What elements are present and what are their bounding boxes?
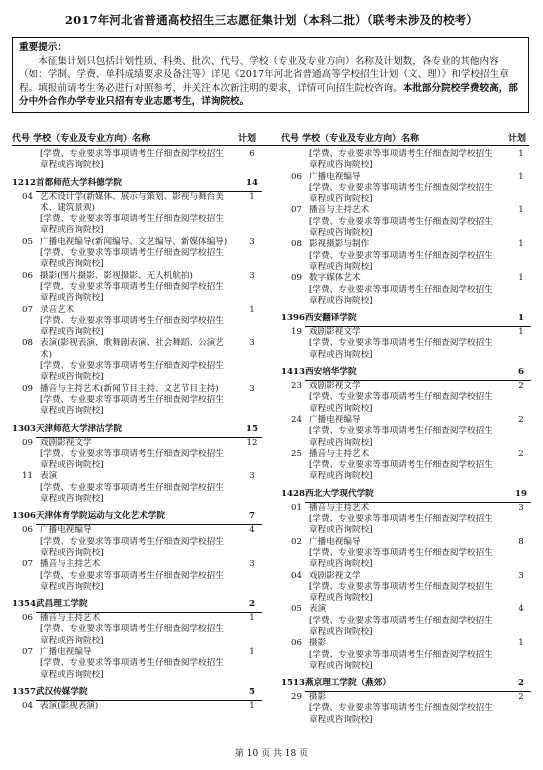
major-note: [学费、专业要求等事项请考生仔细查阅学校招生章程或咨询院校]: [309, 703, 493, 725]
major-code: 24: [291, 414, 302, 425]
major-row: [12, 384, 262, 395]
note-row: [281, 514, 531, 537]
right-count-header: 计划: [508, 134, 527, 144]
major-row: [12, 305, 262, 316]
major-count: 3: [249, 471, 255, 482]
note-row: [12, 624, 262, 647]
major-name: 广播电视编导: [309, 171, 361, 182]
note-row: [12, 449, 262, 472]
school-name: 西安培华学院: [305, 367, 357, 378]
major-note: [学费、专业要求等事项请考生仔细查阅学校招生章程或咨询院校]: [309, 250, 493, 272]
note-row: [281, 251, 531, 274]
major-note: [学费、专业要求等事项请考生仔细查阅学校招生章程或咨询院校]: [40, 361, 224, 383]
major-count: 8: [518, 536, 524, 547]
major-row: [12, 525, 262, 536]
major-count: 1: [518, 273, 524, 284]
notice-text: 本征集计划只包括计划性质、科类、批次、代号、学校（专业及专业方向）名称及计划数，各专业的其他内容（如：学制、学费、单科成绩要求及备注等）详见《2017年河北省普通高等学校招生计划（文、理）》和学校招生章程。填报前请考生务必进行对照参考，并关注本次新注明的要求，详情可向招生院校咨询。: [19, 55, 509, 94]
major-code: 02: [291, 536, 302, 547]
major-code: 04: [291, 570, 302, 581]
major-row: [281, 205, 531, 216]
major-name: 摄影: [309, 692, 327, 703]
major-row: [12, 701, 262, 712]
school-name: 天津体育学院运动与文化艺术学院: [36, 511, 165, 522]
major-count: 3: [518, 570, 524, 581]
major-note: [学费、专业要求等事项请考生仔细查阅学校招生章程或咨询院校]: [309, 649, 493, 671]
major-code: 25: [291, 448, 302, 459]
major-row: [12, 471, 262, 482]
school-code: 1303: [12, 423, 36, 434]
note-row: [12, 149, 262, 172]
major-count: 1: [518, 171, 524, 182]
major-count: 1: [518, 205, 524, 216]
school-row: [281, 488, 531, 501]
major-name: 广播电视编导(新闻编导、文艺编导、新媒体编导): [40, 236, 228, 247]
notice-head: 重要提示：: [19, 42, 67, 53]
note-row: [281, 285, 531, 308]
major-code: 29: [291, 692, 302, 703]
note-row: [281, 426, 531, 449]
school-count: 7: [249, 511, 255, 522]
school-row: [12, 598, 262, 611]
major-name: 表演: [40, 471, 58, 482]
major-code: 08: [22, 338, 33, 349]
school-count: 19: [515, 488, 527, 499]
notice-box: [12, 37, 529, 113]
major-note: [学费、专业要求等事项请考生仔细查阅学校招生章程或咨询院校]: [40, 315, 224, 338]
note-row: [12, 282, 262, 305]
note-row: [281, 460, 531, 483]
note-row: [281, 149, 531, 172]
school-row: [12, 177, 262, 190]
major-count: 1: [518, 239, 524, 250]
major-name: 戏剧影视文学: [309, 327, 361, 338]
major-count: 1: [249, 700, 255, 711]
major-row: [12, 338, 262, 361]
major-name: 表演(影视表演): [40, 700, 99, 711]
major-name: 艺术设计学(新媒体、展示与策划、影视与舞台美术、建筑景观): [40, 191, 224, 213]
major-count: 1: [518, 638, 524, 649]
major-name: 播音与主持艺术(新闻节目主持、文艺节目主持): [40, 383, 219, 394]
note-row: [12, 658, 262, 681]
major-code: 06: [22, 613, 33, 624]
major-count: 1: [249, 191, 255, 202]
major-note: [学费、专业要求等事项请考生仔细查阅学校招生章程或咨询院校]: [309, 514, 493, 536]
note-row: [12, 214, 262, 237]
major-code: 23: [291, 381, 302, 392]
note-row: [281, 582, 531, 605]
major-row: [12, 271, 262, 282]
major-note: [学费、专业要求等事项请考生仔细查阅学校招生章程或咨询院校]: [309, 615, 493, 637]
school-code: 1306: [12, 511, 36, 522]
major-note: [学费、专业要求等事项请考生仔细查阅学校招生章程或咨询院校]: [40, 658, 224, 680]
major-code: 09: [22, 437, 33, 448]
major-row: [281, 571, 531, 582]
major-count: 2: [518, 381, 524, 392]
major-row: [281, 381, 531, 392]
major-code: 08: [291, 239, 302, 250]
left-count-header: 计划: [238, 134, 257, 144]
major-row: [12, 237, 262, 248]
note-row: [281, 183, 531, 206]
major-code: 06: [291, 171, 302, 182]
major-row: [12, 613, 262, 624]
major-name: 播音与主持艺术: [40, 559, 101, 570]
major-note: [学费、专业要求等事项请考生仔细查阅学校招生章程或咨询院校]: [40, 570, 224, 592]
major-code: 07: [22, 646, 33, 657]
note-row: [281, 548, 531, 571]
major-code: 06: [22, 525, 33, 536]
school-row: [281, 366, 531, 379]
major-name: 摄影: [309, 638, 327, 649]
major-code: 04: [22, 191, 33, 202]
major-code: 05: [291, 604, 302, 615]
major-count: 3: [249, 236, 255, 247]
major-code: 04: [22, 700, 33, 711]
note-row: [281, 703, 531, 726]
note-row: [12, 537, 262, 560]
note-row: [12, 395, 262, 418]
note-row: [281, 616, 531, 639]
school-count: 15: [246, 423, 258, 434]
major-count: 3: [249, 270, 255, 281]
major-note: [学费、专业要求等事项请考生仔细查阅学校招生章程或咨询院校]: [40, 482, 224, 505]
major-count: 4: [518, 604, 524, 615]
major-note: [学费、专业要求等事项请考生仔细查阅学校招生章程或咨询院校]: [309, 547, 493, 570]
major-row: [281, 273, 531, 284]
right-column: [281, 149, 531, 726]
school-code: 1357: [12, 686, 36, 697]
major-count: 1: [518, 327, 524, 338]
major-name: 戏剧影视文学: [309, 381, 361, 392]
note-row: [281, 217, 531, 240]
major-code: 07: [291, 205, 302, 216]
major-name: 播音与主持艺术: [309, 205, 370, 216]
school-row: [12, 423, 262, 436]
major-row: [281, 692, 531, 703]
left-column-header: 代号 学校（专业及专业方向）名称: [12, 134, 151, 144]
school-name: 燕京理工学院（燕郊）: [305, 678, 391, 689]
major-name: 录音艺术: [40, 304, 75, 315]
major-name: 播音与主持艺术: [309, 502, 370, 513]
major-row: [12, 192, 262, 215]
note-row: [281, 338, 531, 361]
school-count: 6: [518, 367, 524, 378]
major-row: [281, 327, 531, 338]
major-name: 数字媒体艺术: [309, 273, 361, 284]
header-rule: [12, 145, 529, 146]
major-name: 摄影(图片摄影、影视摄影、无人机航拍): [40, 270, 193, 281]
note-row: [12, 483, 262, 506]
major-note: [学费、专业要求等事项请考生仔细查阅学校招生章程或咨询院校]: [40, 536, 224, 558]
major-name: 戏剧影视文学: [309, 570, 361, 581]
major-code: 07: [22, 559, 33, 570]
note-row: [12, 248, 262, 271]
major-note: [学费、专业要求等事项请考生仔细查阅学校招生章程或咨询院校]: [309, 284, 493, 306]
school-code: 1396: [281, 313, 305, 324]
major-count: 4: [249, 525, 255, 536]
school-name: 西安翻译学院: [305, 313, 357, 324]
school-name: 首都师范大学科德学院: [36, 177, 122, 188]
major-code: 09: [22, 383, 33, 394]
major-name: 影视摄影与制作: [309, 239, 370, 250]
major-code: 01: [291, 502, 302, 513]
major-name: 广播电视编导: [309, 536, 361, 547]
major-note: [学费、专业要求等事项请考生仔细查阅学校招生章程或咨询院校]: [309, 338, 493, 360]
major-note: [学费、专业要求等事项请考生仔细查阅学校招生章程或咨询院校]: [40, 281, 224, 304]
major-name: 广播电视编导: [40, 525, 92, 536]
major-note: [学费、专业要求等事项请考生仔细查阅学校招生章程或咨询院校]: [40, 448, 224, 471]
major-name: 播音与主持艺术: [40, 613, 101, 624]
major-count: 12: [246, 437, 258, 448]
major-row: [281, 537, 531, 548]
major-note: [学费、专业要求等事项请考生仔细查阅学校招生章程或咨询院校]: [309, 460, 493, 482]
school-count: 2: [249, 599, 255, 610]
major-row: [281, 415, 531, 426]
note-row: [12, 361, 262, 384]
school-count: 14: [246, 177, 258, 188]
note-count: 6: [249, 149, 255, 159]
major-count: 3: [249, 383, 255, 394]
major-note: [学费、专业要求等事项请考生仔细查阅学校招生章程或咨询院校]: [40, 248, 224, 270]
school-count: 2: [518, 678, 524, 689]
page-footer: 第 10 页 共 18 页: [234, 749, 309, 759]
major-count: 3: [249, 559, 255, 570]
major-note: [学费、专业要求等事项请考生仔细查阅学校招生章程或咨询院校]: [40, 214, 224, 236]
notice-body: [19, 55, 522, 109]
major-name: 戏剧影视文学: [40, 437, 92, 448]
major-name: 广播电视编导: [309, 414, 361, 425]
school-row: [12, 686, 262, 699]
note-row: [281, 650, 531, 673]
major-name: 表演(影视表演、歌舞剧表演、社会舞蹈、公演艺术): [40, 338, 224, 360]
major-note: [学费、专业要求等事项请考生仔细查阅学校招生章程或咨询院校]: [309, 426, 493, 448]
note-count: 1: [518, 149, 524, 159]
major-code: 07: [22, 304, 33, 315]
school-count: 5: [249, 686, 255, 697]
major-note: [学费、专业要求等事项请考生仔细查阅学校招生章程或咨询院校]: [309, 216, 493, 239]
major-row: [12, 647, 262, 658]
major-count: 1: [249, 613, 255, 624]
major-note: [学费、专业要求等事项请考生仔细查阅学校招生章程或咨询院校]: [309, 149, 493, 171]
major-note: [学费、专业要求等事项请考生仔细查阅学校招生章程或咨询院校]: [40, 394, 224, 417]
school-code: 1428: [281, 488, 305, 499]
major-row: [281, 638, 531, 649]
major-code: 19: [291, 327, 302, 338]
major-name: 广播电视编导: [40, 646, 92, 657]
note-row: [12, 316, 262, 339]
major-code: 09: [291, 273, 302, 284]
notice-bold-text: 本批部分院校学费较高，部分中外合作办学专业只招有专业志愿考生，详询院校。: [19, 82, 518, 108]
major-row: [281, 239, 531, 250]
school-name: 天津师范大学津沽学院: [36, 423, 122, 434]
school-name: 武汉传媒学院: [36, 686, 88, 697]
major-note: [学费、专业要求等事项请考生仔细查阅学校招生章程或咨询院校]: [40, 149, 224, 171]
major-count: 3: [518, 502, 524, 513]
major-count: 2: [518, 414, 524, 425]
school-name: 西北大学现代学院: [305, 488, 374, 499]
major-note: [学费、专业要求等事项请考生仔细查阅学校招生章程或咨询院校]: [309, 392, 493, 414]
major-row: [12, 559, 262, 570]
page-title: 2017年河北省普通高校招生三志愿征集计划（本科二批）（联考未涉及的校考）: [64, 13, 479, 27]
major-row: [281, 449, 531, 460]
major-code: 11: [22, 471, 33, 482]
major-note: [学费、专业要求等事项请考生仔细查阅学校招生章程或咨询院校]: [309, 581, 493, 604]
school-row: [281, 677, 531, 690]
major-note: [学费、专业要求等事项请考生仔细查阅学校招生章程或咨询院校]: [309, 182, 493, 205]
major-code: 05: [22, 236, 33, 247]
major-code: 06: [291, 638, 302, 649]
right-column-header: 代号 学校（专业及专业方向）名称: [281, 134, 420, 144]
major-count: 1: [249, 646, 255, 657]
major-row: [281, 503, 531, 514]
note-row: [281, 392, 531, 415]
major-row: [281, 604, 531, 615]
major-count: 2: [518, 448, 524, 459]
school-name: 武昌理工学院: [36, 599, 88, 610]
school-code: 1413: [281, 367, 305, 378]
major-count: 3: [249, 338, 255, 349]
school-code: 1513: [281, 678, 305, 689]
major-code: 06: [22, 270, 33, 281]
major-name: 表演: [309, 604, 327, 615]
school-row: [12, 510, 262, 523]
school-count: 1: [518, 313, 524, 324]
note-row: [12, 571, 262, 594]
major-note: [学费、专业要求等事项请考生仔细查阅学校招生章程或咨询院校]: [40, 624, 224, 646]
left-column: [12, 149, 262, 712]
major-row: [12, 438, 262, 449]
major-name: 播音与主持艺术: [309, 448, 370, 459]
major-row: [281, 172, 531, 183]
major-count: 2: [518, 692, 524, 703]
school-code: 1212: [12, 177, 36, 188]
school-row: [281, 312, 531, 325]
school-code: 1354: [12, 599, 36, 610]
major-count: 1: [249, 304, 255, 315]
